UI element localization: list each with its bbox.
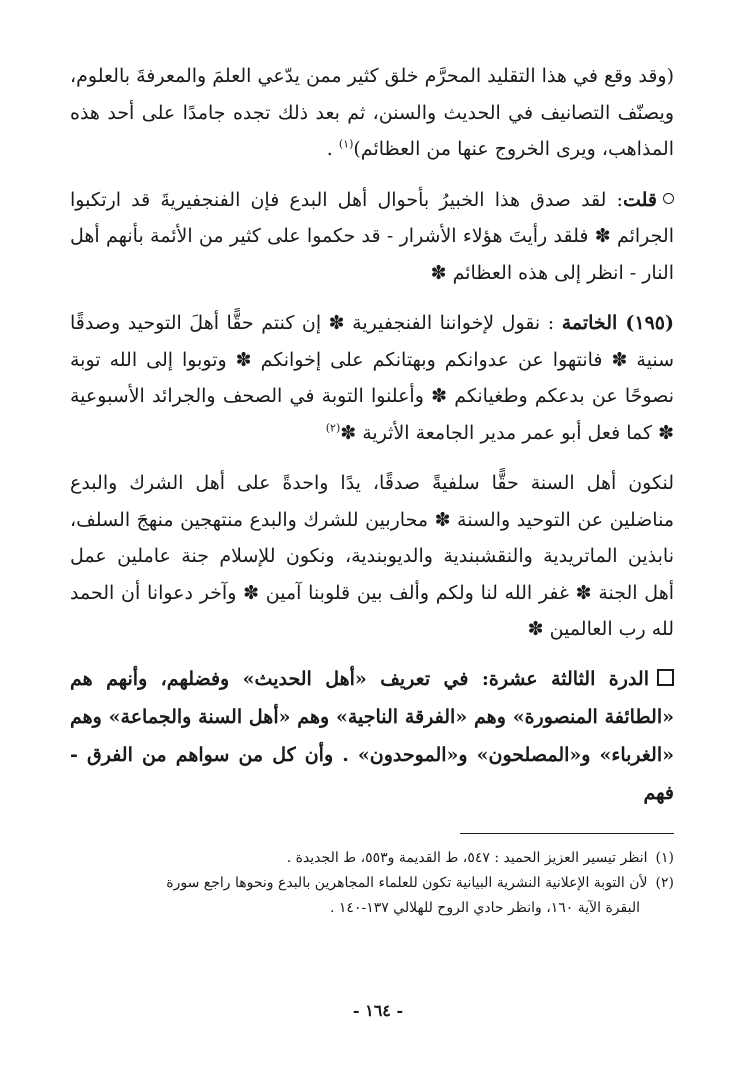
paragraph-conclusion-text: : نقول لإخواننا الفنجفيرية ✽ إن كنتم حقًّا أهلَ التوحيد وصدقًا سنية ✽ فانتهوا عن عدوانكم وبهتانكم على إخوانكم ✽ وتوبوا إلى الله توبة نصوحًا عن بدعكم وطغيانكم ✽ وأعلنوا التوبة في الصحف والجرائد الأسبوعية ✽ كما فعل أبو عمر مدير الجامعة الأثرية ✽ <box>70 312 674 444</box>
footnote-ref-1[interactable]: (١) <box>338 137 354 151</box>
footnote-divider <box>460 833 674 834</box>
page-body <box>70 58 674 831</box>
footnote-1-number: (١) <box>655 850 674 866</box>
paragraph-unity <box>70 465 674 648</box>
footnote-ref-2[interactable]: (٢) <box>325 421 341 435</box>
paragraph-conclusion <box>70 305 674 451</box>
footnote-2-number: (٢) <box>655 875 674 891</box>
section-heading-text: في تعريف «أهل الحديث» وفضلهم، وأنهم هم «الطائفة المنصورة» وهم «الفرقة الناجية» وهم «أهل السنة والجماعة» وهم «الغرباء» و«المصلحون» و«الموحدون» . وأن كل من سواهم من الفرق - فهم <box>70 667 674 804</box>
section-heading-lead: الدرة الثالثة عشرة: <box>481 667 649 690</box>
footnote-2 <box>70 871 674 896</box>
paragraph-quote <box>70 58 674 168</box>
footnote-2-continuation: البقرة الآية ١٦٠، وانظر حادي الروح للهلالي ١٣٧-١٤٠ . <box>330 900 640 916</box>
paragraph-qultu-text: : لقد صدق هذا الخبيرُ بأحوال أهل البدع فإن الفنجفيريةَ قد ارتكبوا الجرائم ✽ فلقد رأيتَ هؤلاء الأشرار - قد حكموا على كثير من الأئمة بأنهم أهل النار - انظر إلى هذه العظائم ✽ <box>70 188 674 284</box>
square-bullet-icon <box>657 669 674 686</box>
paragraph-quote-text: (وقد وقع في هذا التقليد المحرَّم خلق كثير ممن يدّعي العلمَ والمعرفةَ بالعلوم، ويصنّف التصانيف في الحديث والسنن، ثم بعد ذلك تجده جامدًا على أحد هذه المذاهب، ويرى الخروج عنها من العظائم) <box>70 65 674 160</box>
circle-bullet-icon <box>663 193 674 204</box>
page-number: - ١٦٤ - <box>352 1001 404 1020</box>
paragraph-qultu-lead: قلت <box>622 188 657 211</box>
paragraph-conclusion-lead: (١٩٥) الخاتمة <box>561 312 674 334</box>
footnote-1-text: انظر تيسير العزيز الحميد : ٥٤٧، ط القديمة و٥٥٣، ط الجديدة . <box>286 850 648 866</box>
paragraph-quote-end: . <box>326 138 339 160</box>
paragraph-unity-text: لنكون أهل السنة حقًّا سلفيةً صدقًا، يدًا واحدةً على أهل الشرك والبدع مناضلين عن التوحيد والسنة ✽ محاربين للشرك والبدع منتهجين منهجَ السلف، نابذين الماتريدية والنقشبندية والديوبندية، ونكون للإسلام جنة عاملين عمل أهل الجنة ✽ غفر الله لنا ولكم وألف بين قلوبنا آمين ✽ وآخر دعوانا أن الحمد لله رب العالمين ✽ <box>70 472 674 640</box>
section-heading-paragraph <box>70 660 674 812</box>
footnote-2-text: لأن التوبة الإعلانية النشرية البيانية تكون للعلماء المجاهرين بالبدع ونحوها راجع سورة <box>166 875 648 891</box>
footnote-1 <box>70 846 674 871</box>
footnotes <box>70 846 674 921</box>
paragraph-qultu <box>70 182 674 292</box>
